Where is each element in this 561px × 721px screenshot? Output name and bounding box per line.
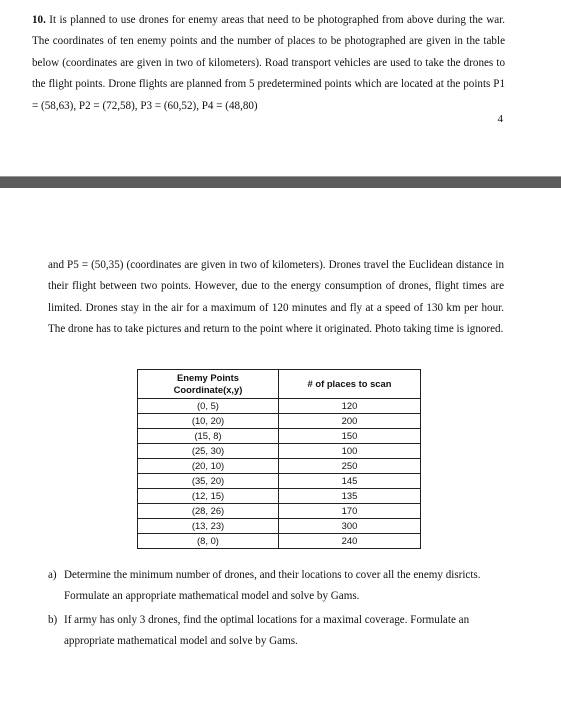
cell-places: 120 (279, 399, 421, 414)
page-break-separator (0, 177, 561, 188)
question-list (48, 565, 504, 655)
table-row (138, 399, 421, 414)
question-text: Determine the minimum number of drones, and their locations to cover all the enemy disricts. Formulate an appropriate mathematical model and solve by Gams. (64, 569, 481, 602)
cell-coordinate: (12, 15) (138, 489, 279, 504)
table-row (138, 414, 421, 429)
cell-coordinate: (35, 20) (138, 474, 279, 489)
header-coordinates (138, 370, 279, 399)
cell-places: 170 (279, 504, 421, 519)
table-row (138, 459, 421, 474)
enemy-points-table (137, 369, 421, 549)
header-coordinates-line2: Coordinate(x,y) (173, 384, 243, 395)
question-a (48, 565, 504, 606)
cell-coordinate: (8, 0) (138, 534, 279, 549)
question-b (48, 610, 504, 651)
problem-number: 10. (32, 14, 46, 26)
cell-places: 250 (279, 459, 421, 474)
cell-coordinate: (13, 23) (138, 519, 279, 534)
header-coordinates-line1: Enemy Points (177, 372, 239, 383)
page-number: 4 (497, 113, 503, 125)
cell-places: 100 (279, 444, 421, 459)
table-row (138, 489, 421, 504)
problem-paragraph-2: and P5 = (50,35) (coordinates are given in two of kilometers). Drones travel the Euclidean distance in their flight between two points. However, due to the energy consumption of drones, flight times are limited. Drones stay in the air for a maximum of 120 minutes and fly at a speed of 130 km per hour. The drone has to take pictures and return to the point where it originated. Photo taking time is ignored. (48, 259, 504, 336)
cell-coordinate: (20, 10) (138, 459, 279, 474)
table-row (138, 504, 421, 519)
table-row (138, 444, 421, 459)
cell-coordinate: (25, 30) (138, 444, 279, 459)
cell-places: 300 (279, 519, 421, 534)
table-row (138, 474, 421, 489)
problem-paragraph-1 (32, 10, 505, 117)
cell-places: 150 (279, 429, 421, 444)
header-places: # of places to scan (279, 370, 421, 399)
cell-places: 200 (279, 414, 421, 429)
table-row (138, 429, 421, 444)
cell-places: 240 (279, 534, 421, 549)
cell-places: 145 (279, 474, 421, 489)
question-text: If army has only 3 drones, find the optimal locations for a maximal coverage. Formulate an appropriate mathematical model and solve by Gams. (64, 614, 470, 647)
table-body (138, 399, 421, 549)
cell-places: 135 (279, 489, 421, 504)
cell-coordinate: (28, 26) (138, 504, 279, 519)
cell-coordinate: (0, 5) (138, 399, 279, 414)
table-row (138, 534, 421, 549)
table-row (138, 519, 421, 534)
cell-coordinate: (15, 8) (138, 429, 279, 444)
table-header-row (138, 370, 421, 399)
problem-text-part1: It is planned to use drones for enemy areas that need to be photographed from above during the war. The coordinates of ten enemy points and the number of places to be photographed are given in the table below (coordinates are given in two of kilometers). Road transport vehicles are used to take the drones to the flight points. Drone flights are planned from 5 predetermined points which are located at the points P1 = (58,63), P2 = (72,58), P3 = (60,52), P4 = (48,80) (32, 14, 505, 112)
question-label: a) (48, 569, 57, 581)
question-label: b) (48, 614, 58, 626)
cell-coordinate: (10, 20) (138, 414, 279, 429)
